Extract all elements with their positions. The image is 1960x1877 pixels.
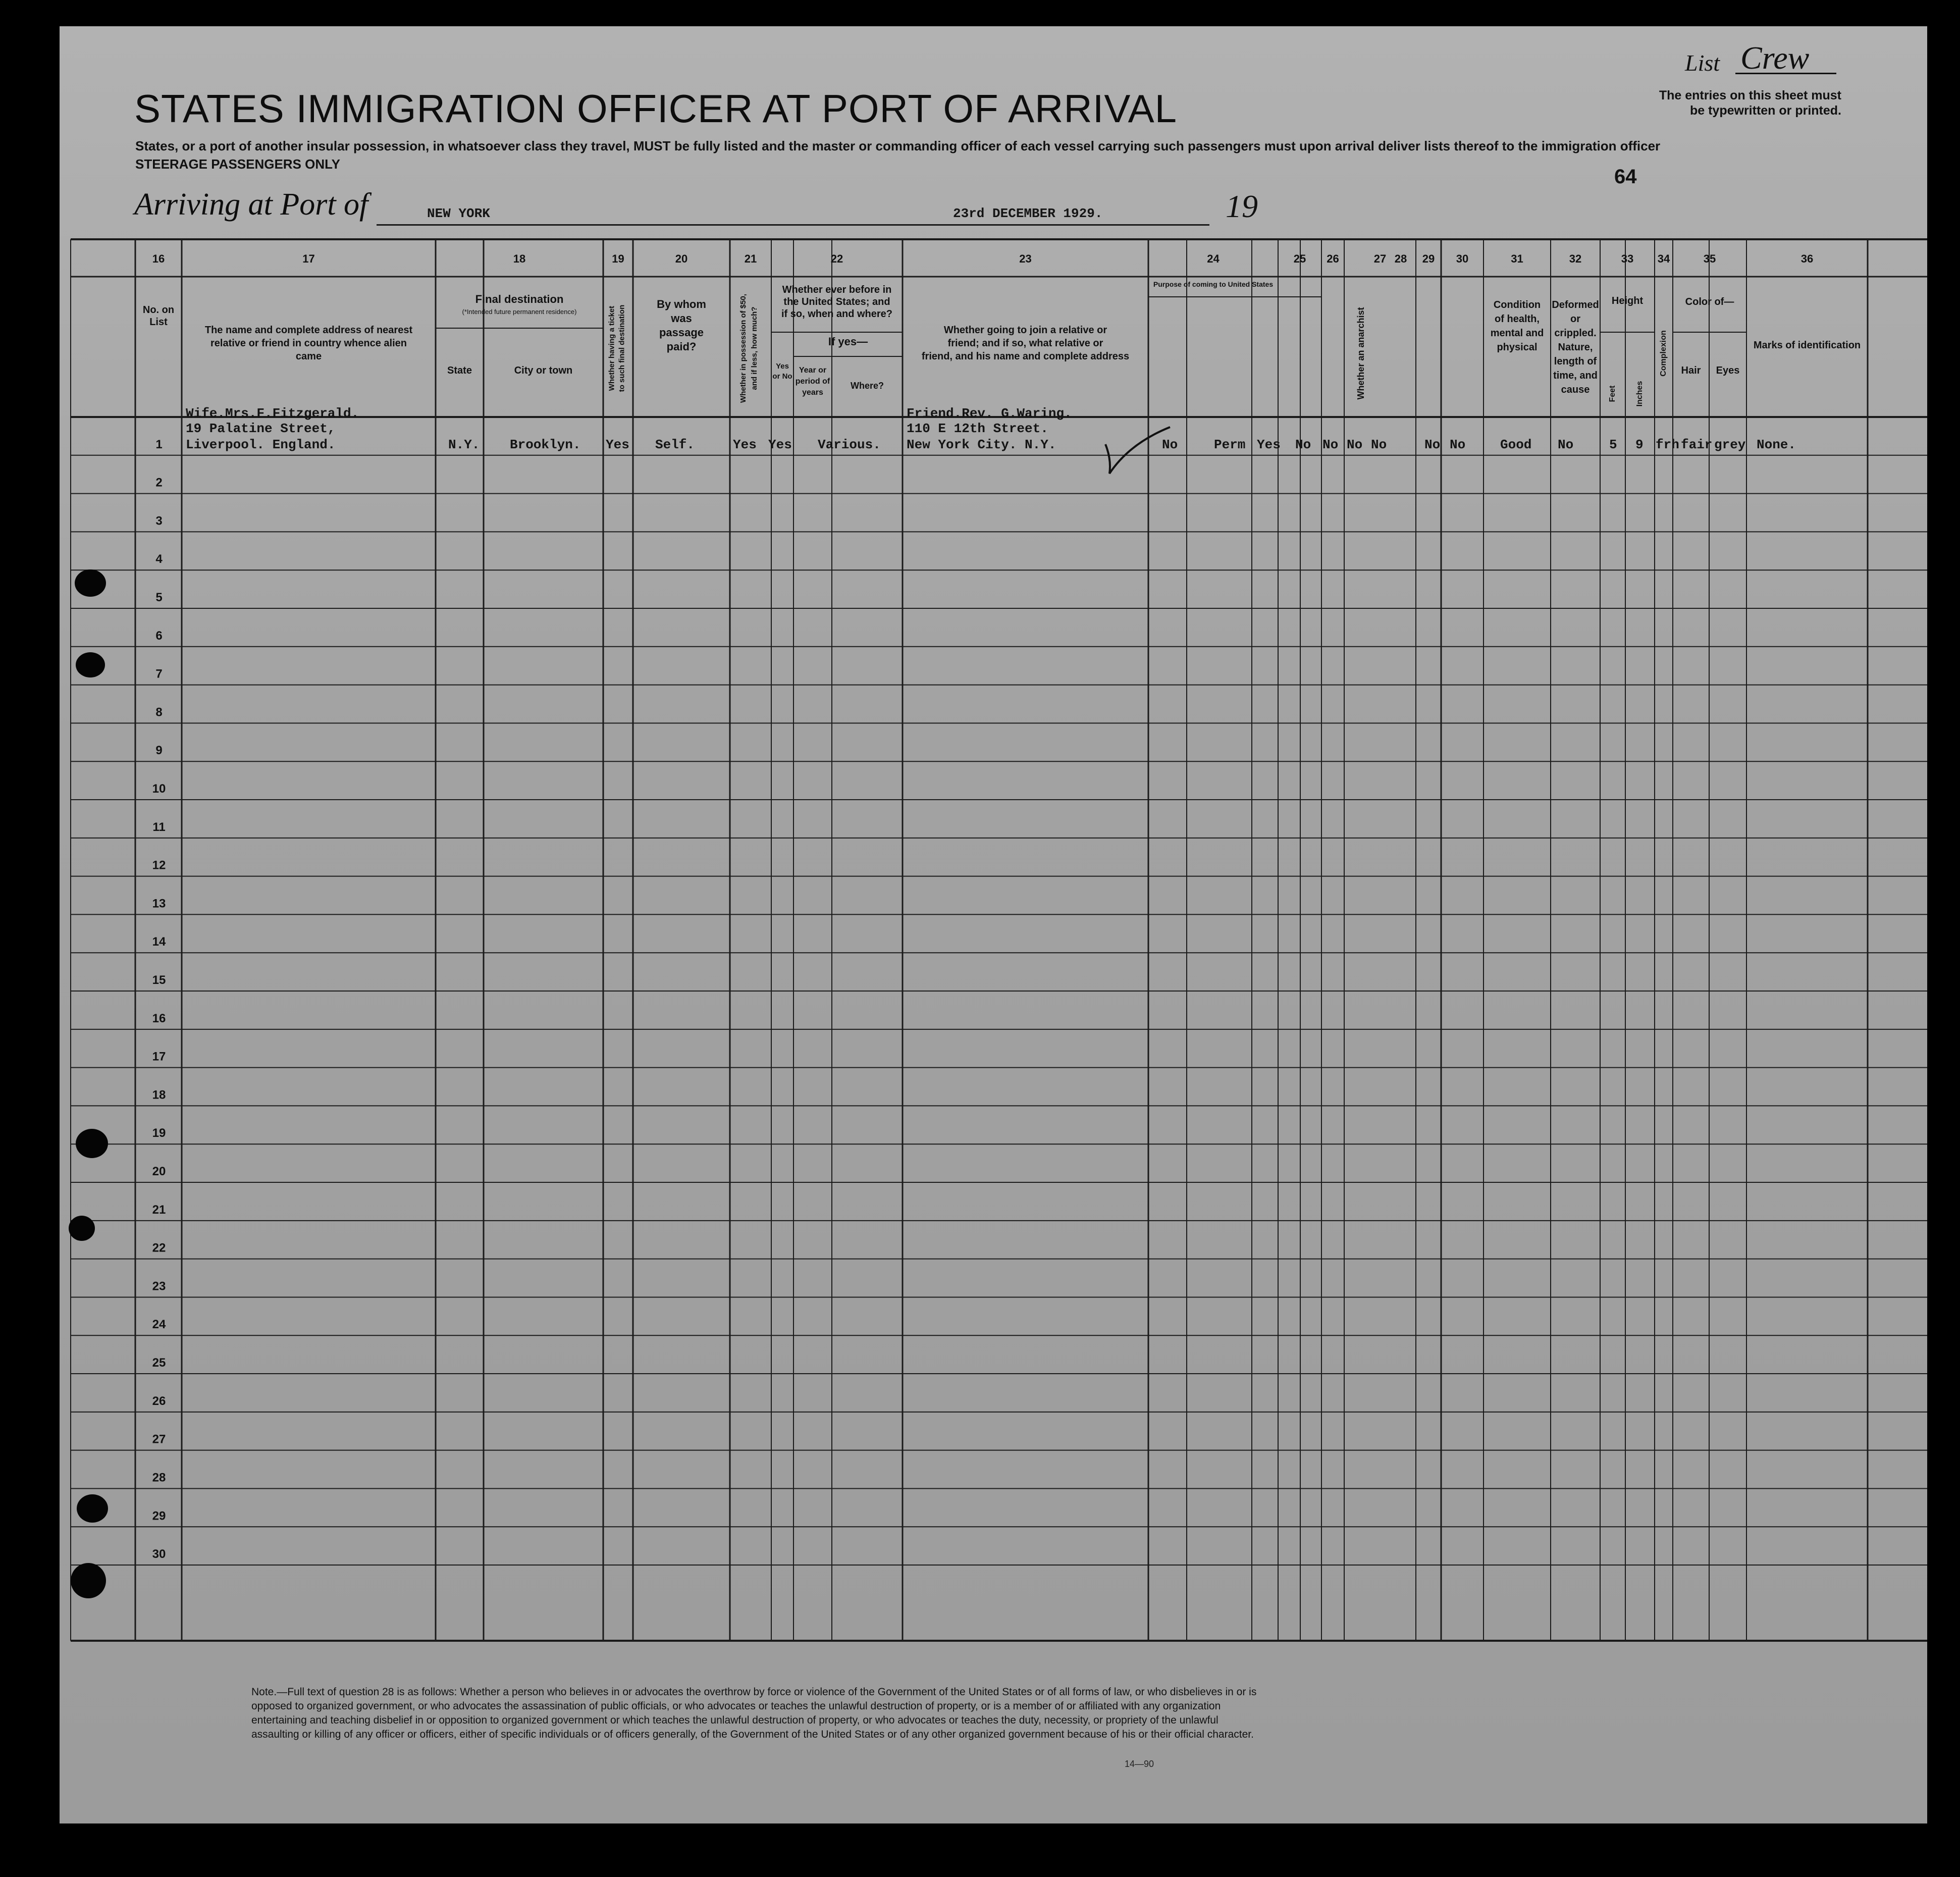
header-before-years: years (802, 388, 823, 397)
manifest-table (60, 26, 1927, 1823)
column-number-16: 16 (152, 252, 165, 265)
row-number: 20 (152, 1165, 166, 1179)
column-number-25: 25 (1293, 252, 1306, 265)
row-number: 1 (155, 437, 163, 451)
header-hair: Hair (1681, 365, 1701, 376)
header-deformed: or (1570, 314, 1580, 325)
header-ticket-2: to such final destination (617, 304, 626, 392)
header-color-of: Color of— (1685, 296, 1734, 307)
list-value: Crew (1740, 40, 1810, 76)
row-number: 3 (155, 514, 163, 528)
c24c-value: Yes (1257, 437, 1281, 452)
header-before-yes-no: Yes (776, 362, 789, 371)
form-title: STATES IMMIGRATION OFFICER AT PORT OF ARRIVAL (134, 86, 1178, 131)
header-final-destination-note: (*Intended future permanent residence) (462, 308, 577, 316)
header-no-on-list: No. on (142, 304, 175, 316)
header-join-relative: friend, and his name and complete address (921, 351, 1130, 362)
header-deformed: cause (1561, 384, 1590, 395)
header-deformed: Nature, (1558, 342, 1593, 353)
marks-value: None. (1757, 437, 1796, 452)
before-yes-no-value: Yes (768, 437, 792, 452)
row-number: 21 (152, 1203, 166, 1217)
header-passage-paid: By whom (657, 298, 706, 310)
port-value: NEW YORK (427, 206, 490, 221)
header-deformed: Deformed (1552, 299, 1599, 310)
row-number: 8 (155, 705, 163, 719)
header-before-yes-no: or No (772, 372, 792, 381)
row-number: 11 (152, 820, 166, 834)
header-no-on-list: List (149, 317, 168, 328)
row-number: 17 (152, 1050, 166, 1064)
header-city-or-town: City or town (514, 365, 573, 376)
date-value: 23rd DECEMBER 1929. (953, 206, 1103, 221)
entries-note-line-2: be typewritten or printed. (1689, 103, 1841, 118)
header-state: State (447, 365, 472, 376)
header-passage-paid: was (671, 312, 692, 325)
entries-note-line-1: The entries on this sheet must (1659, 88, 1841, 102)
column-number-24: 24 (1207, 252, 1220, 265)
row-number: 18 (152, 1088, 166, 1102)
header-join-relative: Whether going to join a relative or (943, 325, 1107, 336)
row-number: 30 (152, 1547, 166, 1561)
column-number-20: 20 (675, 252, 688, 265)
header-health: of health, (1495, 314, 1540, 325)
row-number: 13 (152, 897, 166, 911)
join-line-2: 110 E 12th Street. (907, 421, 1048, 436)
header-health: physical (1497, 342, 1538, 353)
before-years-value: Various. (818, 437, 881, 452)
column-number-36: 36 (1800, 252, 1814, 265)
header-before-in-us: Whether ever before in (782, 284, 892, 295)
c24b-value: Perm (1214, 437, 1246, 452)
row-number: 9 (155, 744, 163, 758)
c27-value: No (1347, 437, 1363, 452)
header-before-years: period of (795, 377, 830, 386)
column-number-19: 19 (612, 252, 624, 265)
row-number: 7 (155, 667, 163, 681)
question-28-note: Note.—Full text of question 28 is as follows: Whether a person who believes in or advocates the overthrow by force or violence of the Government of the United States or of all forms of law, or who disbelieves in or is opposed to organized government, or who advocates the assassination of public officials, or who advocates or teaches the unlawful destruction of property, or is a member of or affiliated with any organization entertaining and teaching disbelief in or opposition to organized government or which teaches the unlawful destruction of property, or who advocates or teaches the duty, necessity, or propriety of the unlawful assaulting or killing of any officer or officers, either of specific individuals or of officers generally, of the Government of the United States or of any other organized government because of his or their official character. (251, 1686, 1257, 1740)
column-number-21: 21 (744, 252, 757, 265)
dest-city: Brooklyn. (510, 437, 581, 452)
header-deformed: time, and (1553, 370, 1598, 381)
column-number-35: 35 (1703, 252, 1716, 265)
dest-state: N.Y. (448, 437, 480, 452)
row-number: 10 (152, 782, 166, 796)
header-deformed: length of (1554, 356, 1597, 367)
check-mark (1105, 427, 1170, 474)
header-join-relative: friend; and if so, what relative or (947, 338, 1103, 349)
column-number-31: 31 (1511, 252, 1523, 265)
binding-hole (76, 1129, 108, 1158)
row-number: 16 (152, 1011, 166, 1025)
header-before-in-us: the United States; and (783, 296, 890, 307)
inches-value: 9 (1635, 437, 1644, 452)
row-number: 28 (152, 1471, 166, 1485)
header-inches: Inches (1635, 381, 1644, 407)
header-marks: Marks of identification (1753, 340, 1861, 351)
join-line-3: New York City. N.Y. (907, 437, 1056, 452)
header-feet: Feet (1608, 385, 1617, 402)
passenger-class: STEERAGE PASSENGERS ONLY (135, 157, 340, 172)
row-number: 12 (152, 858, 166, 872)
deformed-value: No (1558, 437, 1574, 452)
row-number: 4 (155, 552, 163, 566)
header-ticket: Whether having a ticket (607, 305, 616, 391)
paid-by-value: Self. (655, 437, 695, 452)
row-number: 27 (152, 1432, 166, 1446)
row-number: 5 (155, 591, 163, 605)
header-money: Whether in possession of $50, (739, 294, 748, 403)
column-number-28: 28 (1394, 252, 1407, 265)
row-number: 23 (152, 1279, 166, 1293)
row-number: 14 (152, 935, 166, 949)
binding-hole (75, 569, 106, 597)
header-before-years: Year or (799, 366, 827, 375)
health-value: Good (1500, 437, 1532, 452)
arriving-label: Arriving at Port of (134, 187, 368, 222)
feet-value: 5 (1609, 437, 1617, 452)
row-number: 6 (155, 629, 163, 643)
header-anarchist: Whether an anarchist (1356, 307, 1366, 400)
header-deformed: crippled. (1554, 328, 1597, 339)
binding-hole (69, 1216, 95, 1241)
column-number-27: 27 (1373, 252, 1387, 265)
c29-value: No (1424, 437, 1441, 452)
column-number-33: 33 (1621, 252, 1634, 265)
row-number: 24 (152, 1318, 166, 1332)
row-number: 22 (152, 1241, 166, 1255)
column-number-18: 18 (513, 252, 526, 265)
binding-hole (71, 1563, 106, 1598)
row-number: 25 (152, 1356, 166, 1370)
manifest-sheet (60, 26, 1927, 1823)
column-number-22: 22 (830, 252, 843, 265)
header-purpose: Purpose of coming to United States (1153, 280, 1274, 288)
header-nearest-relative: came (295, 351, 322, 362)
header-health: Condition (1493, 299, 1541, 310)
row-number: 15 (152, 973, 166, 987)
money-value: Yes (733, 437, 757, 452)
eyes-value: grey (1714, 437, 1746, 452)
header-before-where: Where? (850, 381, 884, 391)
header-nearest-relative: relative or friend in country whence alien (210, 338, 407, 349)
binding-hole (77, 1494, 108, 1523)
form-instructions: States, or a port of another insular possession, in whatsoever class they travel, MUST be fully listed and the master or commanding officer of each vessel carrying such passengers must upon arrival deliver lists thereof to the immigration officer (135, 138, 1661, 153)
c30-value: No (1450, 437, 1466, 452)
column-number-34: 34 (1657, 252, 1670, 265)
c25-value: No (1295, 437, 1311, 452)
join-line-1: Friend.Rev. G.Waring. (907, 405, 1072, 421)
c28-value: No (1371, 437, 1387, 452)
column-number-17: 17 (302, 252, 315, 265)
header-passage-paid: paid? (666, 340, 697, 353)
relative-line-3: Liverpool. England. (186, 437, 336, 452)
header-eyes: Eyes (1716, 365, 1740, 376)
binding-hole (76, 652, 105, 677)
complexion-value: frh (1656, 437, 1679, 452)
relative-line-1: Wife.Mrs.F.Fitzgerald. (186, 405, 359, 421)
form-number: 14—90 (1125, 1759, 1154, 1769)
column-number-30: 30 (1456, 252, 1469, 265)
header-money-2: and if less, how much? (750, 306, 759, 390)
relative-line-2: 19 Palatine Street, (186, 421, 336, 436)
year-label: 19 (1226, 188, 1258, 224)
row-number: 2 (155, 476, 163, 490)
column-number-29: 29 (1422, 252, 1435, 265)
row-number: 29 (152, 1509, 166, 1523)
ticket-value: Yes (606, 437, 629, 452)
header-complexion: Complexion (1659, 330, 1668, 377)
header-health: mental and (1490, 328, 1544, 339)
header-height: Height (1611, 295, 1644, 306)
column-number-23: 23 (1019, 252, 1032, 265)
sheet-number: 64 (1614, 166, 1637, 188)
column-number-32: 32 (1569, 252, 1582, 265)
row-number: 19 (152, 1126, 166, 1140)
row-number: 26 (152, 1394, 166, 1408)
column-number-26: 26 (1327, 252, 1339, 265)
c26-value: No (1322, 437, 1339, 452)
header-final-destination: Final destination (475, 293, 564, 305)
header-before-in-us: if so, when and where? (781, 308, 893, 320)
header-passage-paid: passage (659, 326, 704, 339)
c24a-value: No (1162, 437, 1178, 452)
header-nearest-relative: The name and complete address of nearest (204, 325, 413, 336)
list-label: List (1685, 50, 1720, 76)
hair-value: fair (1681, 437, 1713, 452)
header-if-yes: If yes— (828, 335, 868, 348)
